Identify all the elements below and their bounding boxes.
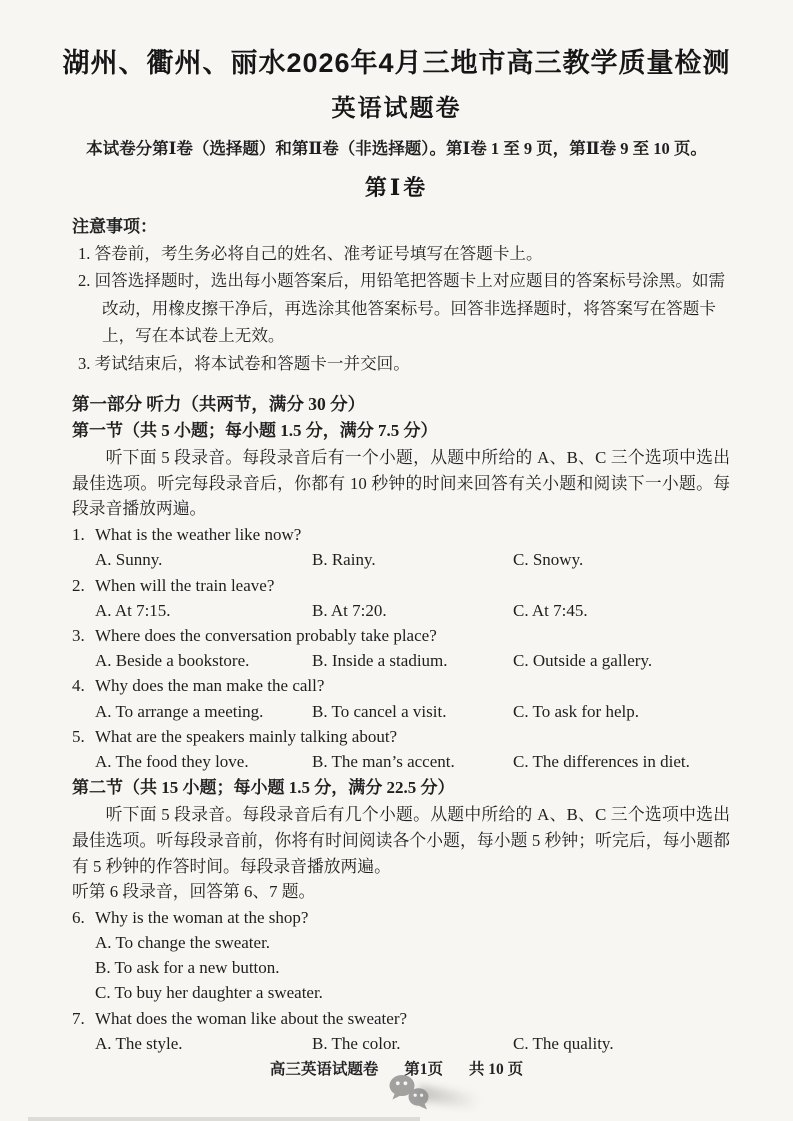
notice-item: 2. 回答选择题时，选出每小题答案后，用铅笔把答题卡上对应题目的答案标号涂黑。如需改动，用橡皮擦干净后，再选涂其他答案标号。回答非选择题时，将答案写在答题卡上，写在本试卷上无效。 <box>78 271 726 346</box>
option-a: A. Sunny. <box>95 550 163 570</box>
question-number: 3. <box>72 625 85 645</box>
question-number: 2. <box>72 575 85 595</box>
question-6 <box>72 905 733 930</box>
notice-heading: 注意事项： <box>72 217 157 236</box>
option-c: C. To ask for help. <box>513 701 639 721</box>
question-text: Why is the woman at the shop? <box>95 907 309 927</box>
option-b: B. To cancel a visit. <box>312 701 447 721</box>
question-5-options <box>72 749 733 774</box>
question-number: 1. <box>72 525 85 545</box>
question-number: 7. <box>72 1008 85 1028</box>
section2-heading: 第二节（共 15 小题；每小题 1.5 分，满分 22.5 分） <box>72 778 455 798</box>
footer-page-number: 第1页 <box>404 1061 443 1078</box>
option-a: A. To arrange a meeting. <box>95 701 264 721</box>
option-b: B. The color. <box>312 1033 401 1053</box>
footer-total-pages: 共 10 页 <box>468 1061 524 1078</box>
option-b: B. Rainy. <box>312 550 376 570</box>
question-text: What is the weather like now? <box>95 525 302 545</box>
question-number: 5. <box>72 726 85 746</box>
question-2-options <box>72 598 733 623</box>
option-b: B. At 7:20. <box>312 600 387 620</box>
wechat-icon <box>388 1074 432 1112</box>
option-a: A. To change the sweater. <box>95 932 271 952</box>
question-7-options <box>72 1031 733 1056</box>
option-b: B. The man’s accent. <box>312 751 455 771</box>
question-text: Where does the conversation probably take place? <box>95 625 437 645</box>
option-a: A. Beside a bookstore. <box>95 651 250 671</box>
passage-note: 听第 6 段录音，回答第 6、7 题。 <box>72 882 316 902</box>
option-c: C. The quality. <box>513 1033 614 1053</box>
question-text: What does the woman like about the sweater? <box>95 1008 408 1028</box>
option-c: C. The differences in diet. <box>513 751 690 771</box>
option-c: C. At 7:45. <box>513 600 588 620</box>
question-1-options <box>72 547 733 572</box>
volume-heading: 第Ⅰ卷 <box>364 175 429 200</box>
section1-instructions: 听下面 5 段录音。每段录音后有一个小题，从题中所给的 A、B、C 三个选项中选出最佳选项。听完每段录音后，你都有 10 秒钟的时间来回答有关小题和阅读下一小题。每段录音播放两遍。 <box>72 448 730 519</box>
question-3 <box>72 623 733 648</box>
footer-doc-name: 高三英语试题卷 <box>269 1061 379 1078</box>
question-text: When will the train leave? <box>95 575 275 595</box>
question-number: 6. <box>72 907 85 927</box>
question-3-options <box>72 648 733 673</box>
option-c: C. Snowy. <box>513 550 584 570</box>
question-number: 4. <box>72 676 85 696</box>
option-c: C. To buy her daughter a sweater. <box>95 983 323 1003</box>
option-c: C. Outside a gallery. <box>513 651 653 671</box>
section1-heading: 第一节（共 5 小题；每小题 1.5 分，满分 7.5 分） <box>72 421 438 441</box>
question-1 <box>72 522 733 547</box>
section2-questions <box>72 905 733 1056</box>
section2-instructions: 听下面 5 段录音。每段录音后有几个小题。从题中所给的 A、B、C 三个选项中选出最佳选项。听每段录音前，你将有时间阅读各个小题，每小题 5 秒钟；听完后，每小题都有 5 秒钟的作答时间。每段录音播放两遍。 <box>72 805 730 876</box>
option-a: A. At 7:15. <box>95 600 171 620</box>
option-b: B. To ask for a new button. <box>95 958 280 978</box>
option-b: B. Inside a stadium. <box>312 651 448 671</box>
page-title: 湖州、衢州、丽水2026年4月三地市高三教学质量检测 <box>62 48 731 78</box>
page-bottom-edge <box>28 1117 420 1121</box>
notice-item: 1. 答卷前，考生务必将自己的姓名、准考证号填写在答题卡上。 <box>78 244 543 263</box>
question-text: Why does the man make the call? <box>95 676 325 696</box>
notice-item: 3. 考试结束后，将本试卷和答题卡一并交回。 <box>78 353 410 373</box>
notice-list <box>78 240 727 377</box>
question-5 <box>72 724 733 749</box>
option-a: A. The food they love. <box>95 751 249 771</box>
section1-questions <box>72 522 733 774</box>
option-a: A. The style. <box>95 1033 183 1053</box>
question-4 <box>72 673 733 698</box>
doc-subtitle: 英语试题卷 <box>331 95 462 122</box>
question-7 <box>72 1006 733 1031</box>
exam-info-line: 本试卷分第Ⅰ卷（选择题）和第Ⅱ卷（非选择题）。第Ⅰ卷 1 至 9 页，第Ⅱ卷 9 至 10 页。 <box>86 139 707 158</box>
question-2 <box>72 573 733 598</box>
question-4-options <box>72 699 733 724</box>
question-text: What are the speakers mainly talking about? <box>95 726 398 746</box>
part1-heading: 第一部分 听力（共两节，满分 30 分） <box>72 394 366 415</box>
